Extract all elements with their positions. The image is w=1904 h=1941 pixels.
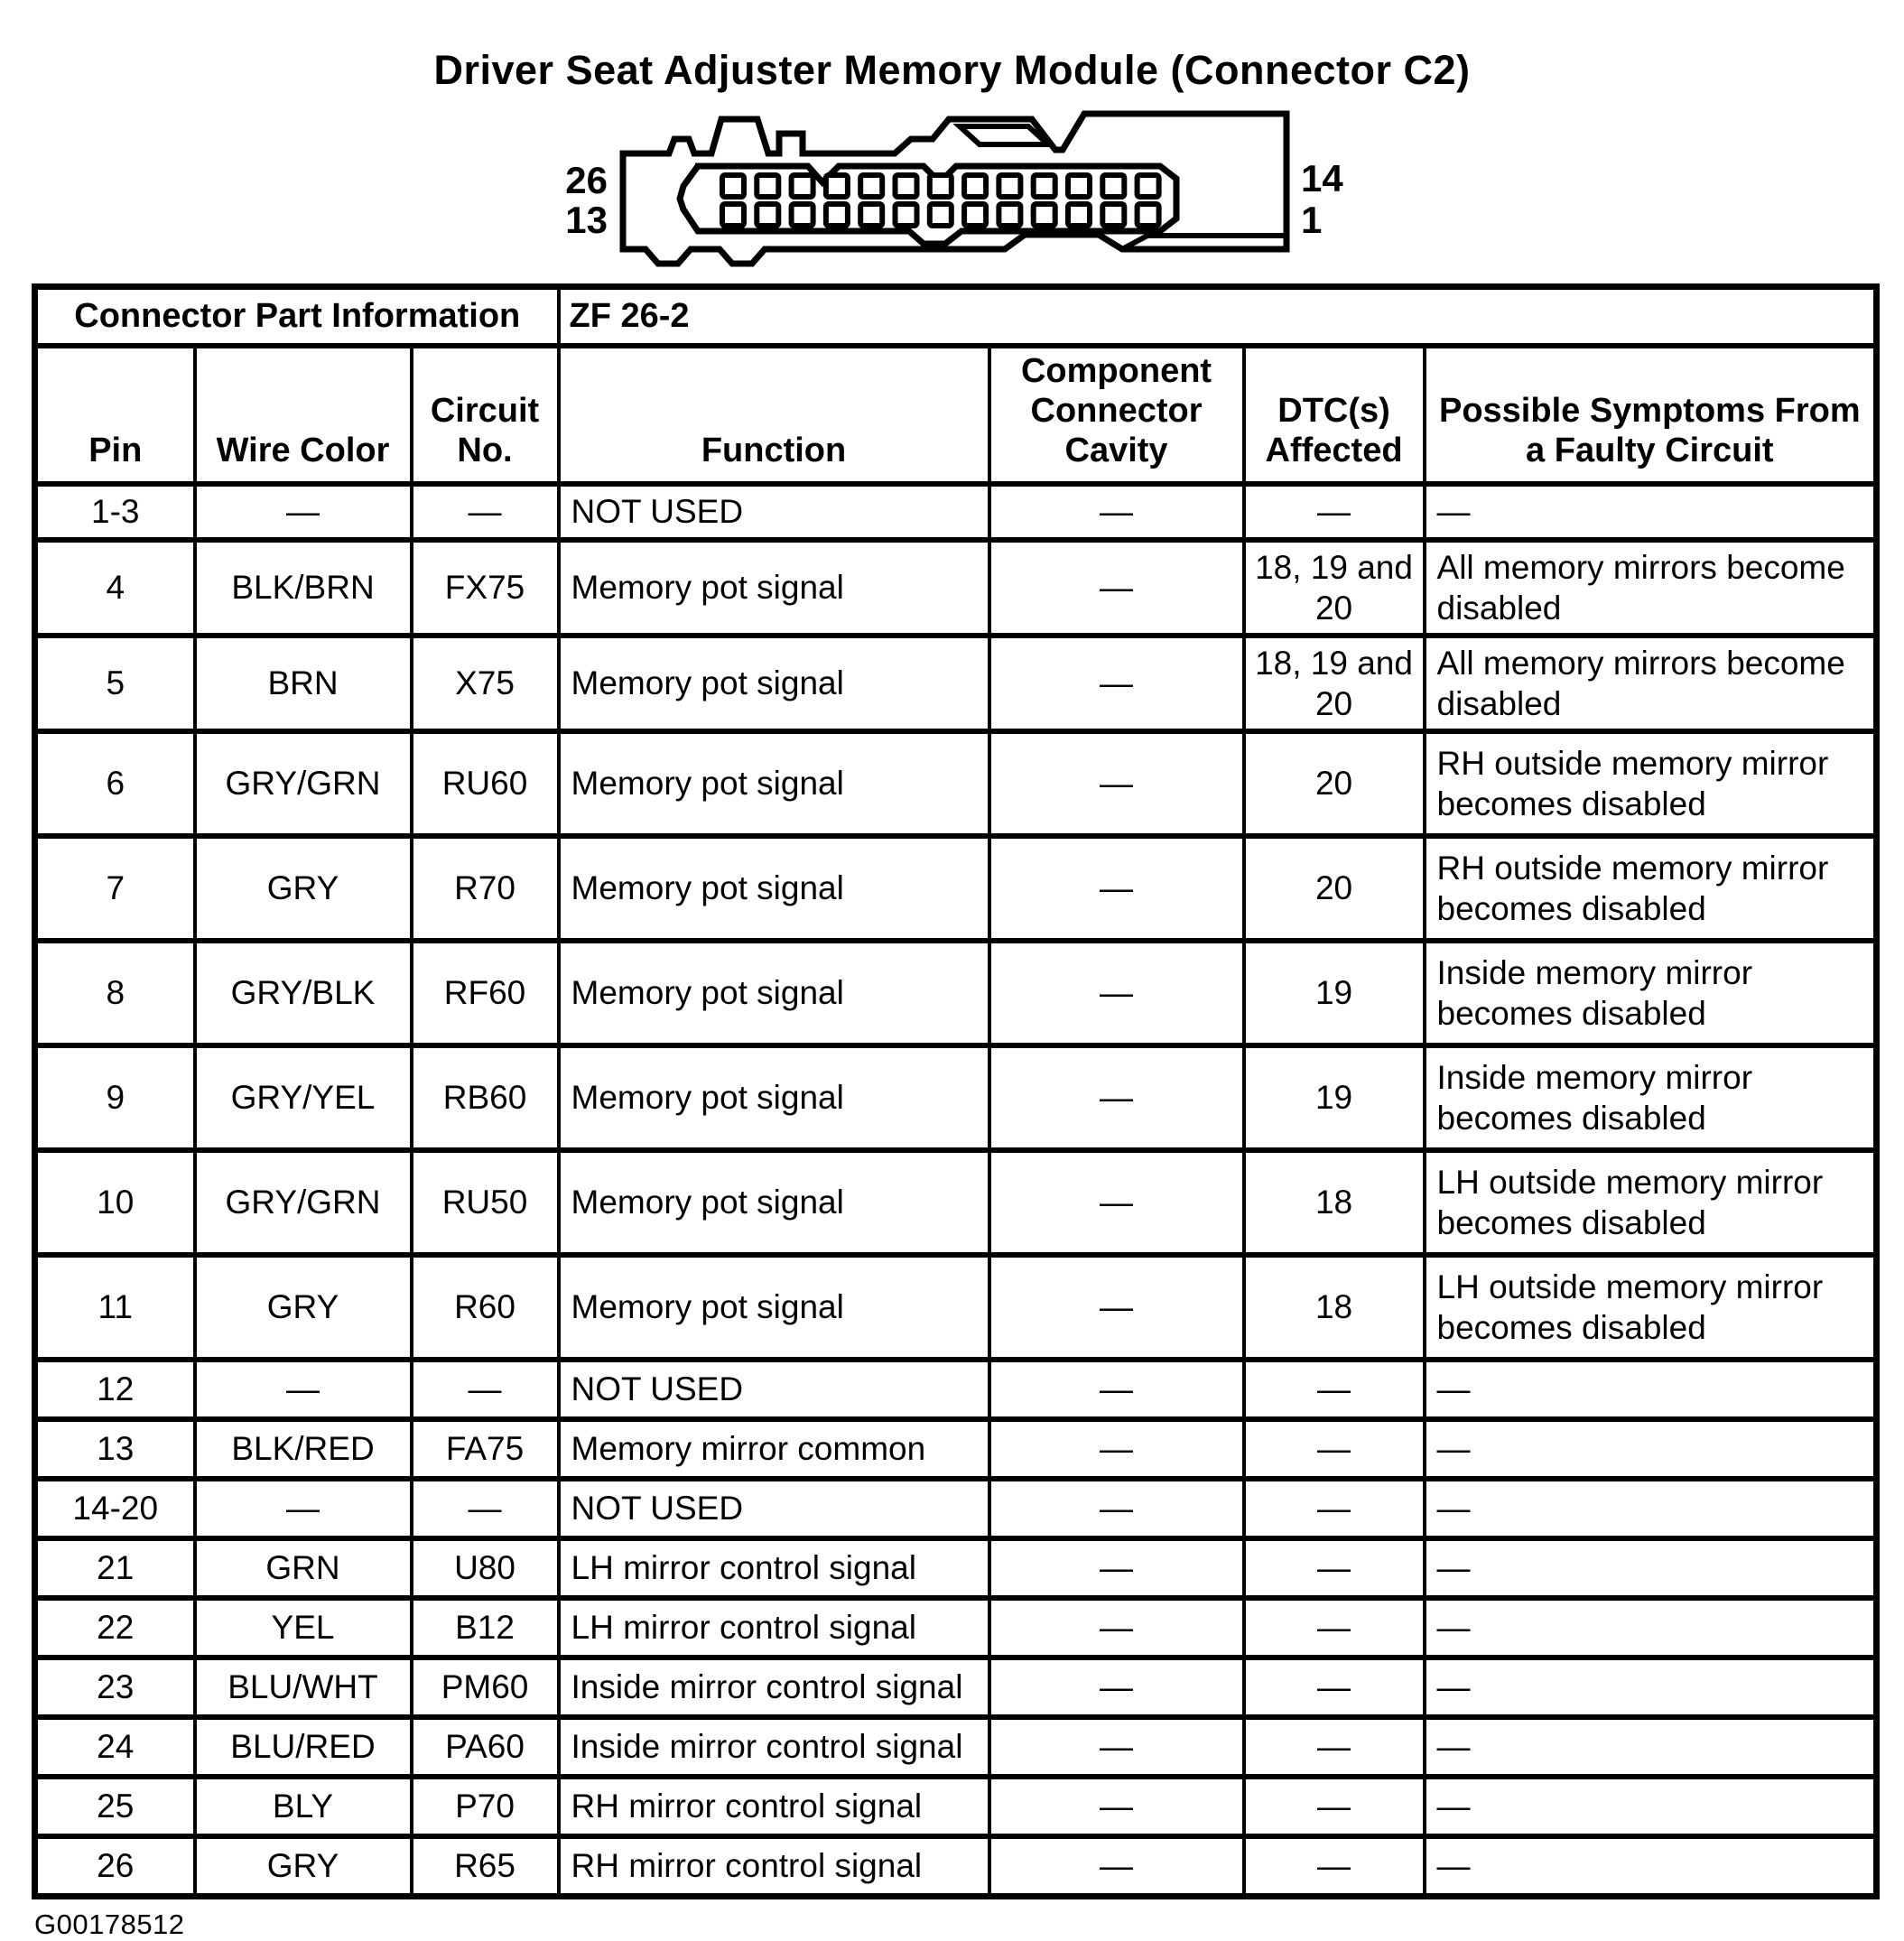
cell-wire-color: BLY <box>195 1777 412 1836</box>
table-row-pin-1-3 <box>35 484 1877 540</box>
cell-pin: 25 <box>35 1777 195 1836</box>
cell-wire-color: GRY/BLK <box>195 941 412 1045</box>
cell-pin: 4 <box>35 540 195 636</box>
cell-dtc: 20 <box>1244 731 1425 836</box>
cell-cavity: — <box>989 1658 1244 1717</box>
cell-cavity: — <box>989 1255 1244 1360</box>
cell-pin: 13 <box>35 1419 195 1479</box>
scanned-manual-page <box>0 47 1904 1940</box>
pin-label-14: 14 <box>1300 157 1343 200</box>
part-info-label: Connector Part Information <box>35 287 559 347</box>
pin-label-26: 26 <box>564 159 608 201</box>
cell-pin: 8 <box>35 941 195 1045</box>
pin-square <box>998 204 1020 226</box>
pin-square <box>825 175 847 197</box>
cell-pin: 7 <box>35 836 195 941</box>
cell-cavity: — <box>989 1479 1244 1538</box>
column-header-row <box>35 346 1877 484</box>
table-row-pin-26 <box>35 1836 1877 1897</box>
cell-dtc: 20 <box>1244 836 1425 941</box>
pin-square <box>1068 204 1090 226</box>
cell-circuit-no: R60 <box>412 1255 559 1360</box>
cell-wire-color: BLK/RED <box>195 1419 412 1479</box>
cell-cavity: — <box>989 484 1244 540</box>
cell-pin: 1-3 <box>35 484 195 540</box>
col-header-function: Function <box>559 346 989 484</box>
col-header-circuit-no: Circuit No. <box>412 346 559 484</box>
pin-square <box>791 204 813 226</box>
table-row-pin-10 <box>35 1150 1877 1255</box>
cell-function: Inside mirror control signal <box>559 1658 989 1717</box>
cell-pin: 9 <box>35 1045 195 1150</box>
cell-wire-color: GRY/YEL <box>195 1045 412 1150</box>
cell-cavity: — <box>989 1777 1244 1836</box>
cell-wire-color: GRY/GRN <box>195 731 412 836</box>
pin-square <box>998 175 1020 197</box>
cell-function: NOT USED <box>559 484 989 540</box>
cell-cavity: — <box>989 731 1244 836</box>
table-row-pin-23 <box>35 1658 1877 1717</box>
cell-function: Memory pot signal <box>559 1150 989 1255</box>
table-row-pin-9 <box>35 1045 1877 1150</box>
cell-circuit-no: PM60 <box>412 1658 559 1717</box>
cell-dtc: 19 <box>1244 941 1425 1045</box>
cell-function: RH mirror control signal <box>559 1836 989 1897</box>
cell-dtc: — <box>1244 1658 1425 1717</box>
cell-function: Memory pot signal <box>559 731 989 836</box>
pin-square <box>757 175 778 197</box>
col-header-symptoms: Possible Symptoms From a Faulty Circuit <box>1425 346 1877 484</box>
col-header-cavity: Component Connector Cavity <box>989 346 1244 484</box>
cell-symptoms: — <box>1425 1777 1877 1836</box>
pin-square <box>1137 175 1158 197</box>
cell-dtc: — <box>1244 1360 1425 1419</box>
cell-symptoms: Inside memory mirror becomes disabled <box>1425 1045 1877 1150</box>
cell-function: Memory pot signal <box>559 540 989 636</box>
table-row-pin-8 <box>35 941 1877 1045</box>
cell-circuit-no: U80 <box>412 1538 559 1598</box>
cell-dtc: 18 <box>1244 1255 1425 1360</box>
table-row-pin-24 <box>35 1717 1877 1777</box>
cell-cavity: — <box>989 1360 1244 1419</box>
cell-symptoms: Inside memory mirror becomes disabled <box>1425 941 1877 1045</box>
part-info-value: ZF 26-2 <box>559 287 1877 347</box>
cell-circuit-no: R65 <box>412 1836 559 1897</box>
pin-square <box>791 175 813 197</box>
pin-square <box>722 204 744 226</box>
page-title: Driver Seat Adjuster Memory Module (Connector C2) <box>433 47 1471 93</box>
pin-square <box>964 175 986 197</box>
cell-function: Memory mirror common <box>559 1419 989 1479</box>
cell-circuit-no: — <box>412 1360 559 1419</box>
pin-label-13: 13 <box>564 199 608 241</box>
cell-dtc: 18, 19 and 20 <box>1244 636 1425 731</box>
cell-dtc: — <box>1244 1836 1425 1897</box>
table-row-pin-14-20 <box>35 1479 1877 1538</box>
cell-wire-color: — <box>195 484 412 540</box>
pin-square <box>722 175 744 197</box>
cell-function: LH mirror control signal <box>559 1538 989 1598</box>
pin-square <box>825 204 847 226</box>
pin-square <box>929 204 951 226</box>
pin-square <box>929 175 951 197</box>
cell-wire-color: BLU/WHT <box>195 1658 412 1717</box>
cell-symptoms: — <box>1425 1717 1877 1777</box>
cell-circuit-no: X75 <box>412 636 559 731</box>
cell-wire-color: GRY <box>195 1255 412 1360</box>
cell-pin: 23 <box>35 1658 195 1717</box>
cell-circuit-no: RU50 <box>412 1150 559 1255</box>
col-header-dtc: DTC(s) Affected <box>1244 346 1425 484</box>
cell-function: Memory pot signal <box>559 1045 989 1150</box>
cell-symptoms: — <box>1425 1598 1877 1658</box>
pin-square <box>1033 204 1054 226</box>
cell-dtc: — <box>1244 484 1425 540</box>
cell-pin: 14-20 <box>35 1479 195 1538</box>
pin-square <box>895 204 916 226</box>
cell-cavity: — <box>989 836 1244 941</box>
cell-function: NOT USED <box>559 1360 989 1419</box>
cell-cavity: — <box>989 540 1244 636</box>
table-row-pin-5 <box>35 636 1877 731</box>
cell-dtc: — <box>1244 1419 1425 1479</box>
connector-c2-drawing <box>537 99 1368 280</box>
cell-dtc: — <box>1244 1598 1425 1658</box>
cell-circuit-no: RF60 <box>412 941 559 1045</box>
cell-symptoms: — <box>1425 1419 1877 1479</box>
cell-circuit-no: FA75 <box>412 1419 559 1479</box>
cell-function: Memory pot signal <box>559 636 989 731</box>
cell-wire-color: — <box>195 1479 412 1538</box>
cell-wire-color: GRY/GRN <box>195 1150 412 1255</box>
cell-cavity: — <box>989 636 1244 731</box>
cell-function: Memory pot signal <box>559 1255 989 1360</box>
pin-square <box>1102 175 1124 197</box>
cell-dtc: 18, 19 and 20 <box>1244 540 1425 636</box>
table-row-pin-7 <box>35 836 1877 941</box>
cell-wire-color: YEL <box>195 1598 412 1658</box>
pin-square <box>860 204 882 226</box>
cell-symptoms: RH outside memory mirror becomes disabled <box>1425 731 1877 836</box>
cell-dtc: 18 <box>1244 1150 1425 1255</box>
cell-pin: 22 <box>35 1598 195 1658</box>
cell-symptoms: — <box>1425 1658 1877 1717</box>
cell-pin: 12 <box>35 1360 195 1419</box>
pin-square <box>1033 175 1054 197</box>
cell-dtc: 19 <box>1244 1045 1425 1150</box>
table-row-pin-11 <box>35 1255 1877 1360</box>
cell-wire-color: — <box>195 1360 412 1419</box>
cell-circuit-no: — <box>412 1479 559 1538</box>
table-row-pin-4 <box>35 540 1877 636</box>
cell-pin: 6 <box>35 731 195 836</box>
cell-function: RH mirror control signal <box>559 1777 989 1836</box>
pin-label-1: 1 <box>1300 199 1322 241</box>
cell-circuit-no: P70 <box>412 1777 559 1836</box>
cell-circuit-no: RB60 <box>412 1045 559 1150</box>
cell-circuit-no: — <box>412 484 559 540</box>
part-info-row <box>35 287 1877 347</box>
cell-pin: 10 <box>35 1150 195 1255</box>
cell-circuit-no: B12 <box>412 1598 559 1658</box>
cell-wire-color: GRY <box>195 1836 412 1897</box>
cell-symptoms: All memory mirrors become disabled <box>1425 540 1877 636</box>
cell-symptoms: — <box>1425 1538 1877 1598</box>
cell-pin: 21 <box>35 1538 195 1598</box>
cell-function: LH mirror control signal <box>559 1598 989 1658</box>
pin-square <box>1137 204 1158 226</box>
cell-wire-color: BRN <box>195 636 412 731</box>
pin-square <box>964 204 986 226</box>
cell-cavity: — <box>989 1717 1244 1777</box>
table-row-pin-13 <box>35 1419 1877 1479</box>
cell-circuit-no: PA60 <box>412 1717 559 1777</box>
connector-pinout-table <box>32 283 1880 1899</box>
cell-dtc: — <box>1244 1777 1425 1836</box>
cell-dtc: — <box>1244 1717 1425 1777</box>
pin-square <box>757 204 778 226</box>
col-header-pin: Pin <box>35 346 195 484</box>
cell-symptoms: All memory mirrors become disabled <box>1425 636 1877 731</box>
pin-square <box>895 175 916 197</box>
cell-wire-color: GRY <box>195 836 412 941</box>
connector-diagram <box>537 99 1368 280</box>
table-row-pin-21 <box>35 1538 1877 1598</box>
cell-cavity: — <box>989 1598 1244 1658</box>
cell-pin: 5 <box>35 636 195 731</box>
cell-cavity: — <box>989 1150 1244 1255</box>
table-row-pin-12 <box>35 1360 1877 1419</box>
cell-pin: 26 <box>35 1836 195 1897</box>
cell-wire-color: BLU/RED <box>195 1717 412 1777</box>
cell-cavity: — <box>989 941 1244 1045</box>
cell-symptoms: LH outside memory mirror becomes disabled <box>1425 1150 1877 1255</box>
cell-circuit-no: RU60 <box>412 731 559 836</box>
col-header-wire-color: Wire Color <box>195 346 412 484</box>
cell-cavity: — <box>989 1836 1244 1897</box>
cell-dtc: — <box>1244 1538 1425 1598</box>
cell-circuit-no: FX75 <box>412 540 559 636</box>
cell-symptoms: — <box>1425 1836 1877 1897</box>
table-row-pin-22 <box>35 1598 1877 1658</box>
cell-function: NOT USED <box>559 1479 989 1538</box>
pin-square <box>1102 204 1124 226</box>
cell-function: Inside mirror control signal <box>559 1717 989 1777</box>
cell-function: Memory pot signal <box>559 836 989 941</box>
cell-cavity: — <box>989 1419 1244 1479</box>
cell-function: Memory pot signal <box>559 941 989 1045</box>
cell-dtc: — <box>1244 1479 1425 1538</box>
cell-symptoms: LH outside memory mirror becomes disabled <box>1425 1255 1877 1360</box>
cell-symptoms: — <box>1425 1360 1877 1419</box>
pin-square <box>1068 175 1090 197</box>
cell-circuit-no: R70 <box>412 836 559 941</box>
cell-pin: 11 <box>35 1255 195 1360</box>
pin-square <box>860 175 882 197</box>
cell-symptoms: — <box>1425 484 1877 540</box>
table-row-pin-25 <box>35 1777 1877 1836</box>
cell-pin: 24 <box>35 1717 195 1777</box>
figure-id: G00178512 <box>34 1908 185 1940</box>
cell-cavity: — <box>989 1045 1244 1150</box>
cell-cavity: — <box>989 1538 1244 1598</box>
cell-wire-color: GRN <box>195 1538 412 1598</box>
cell-wire-color: BLK/BRN <box>195 540 412 636</box>
table-row-pin-6 <box>35 731 1877 836</box>
cell-symptoms: — <box>1425 1479 1877 1538</box>
cell-symptoms: RH outside memory mirror becomes disabled <box>1425 836 1877 941</box>
